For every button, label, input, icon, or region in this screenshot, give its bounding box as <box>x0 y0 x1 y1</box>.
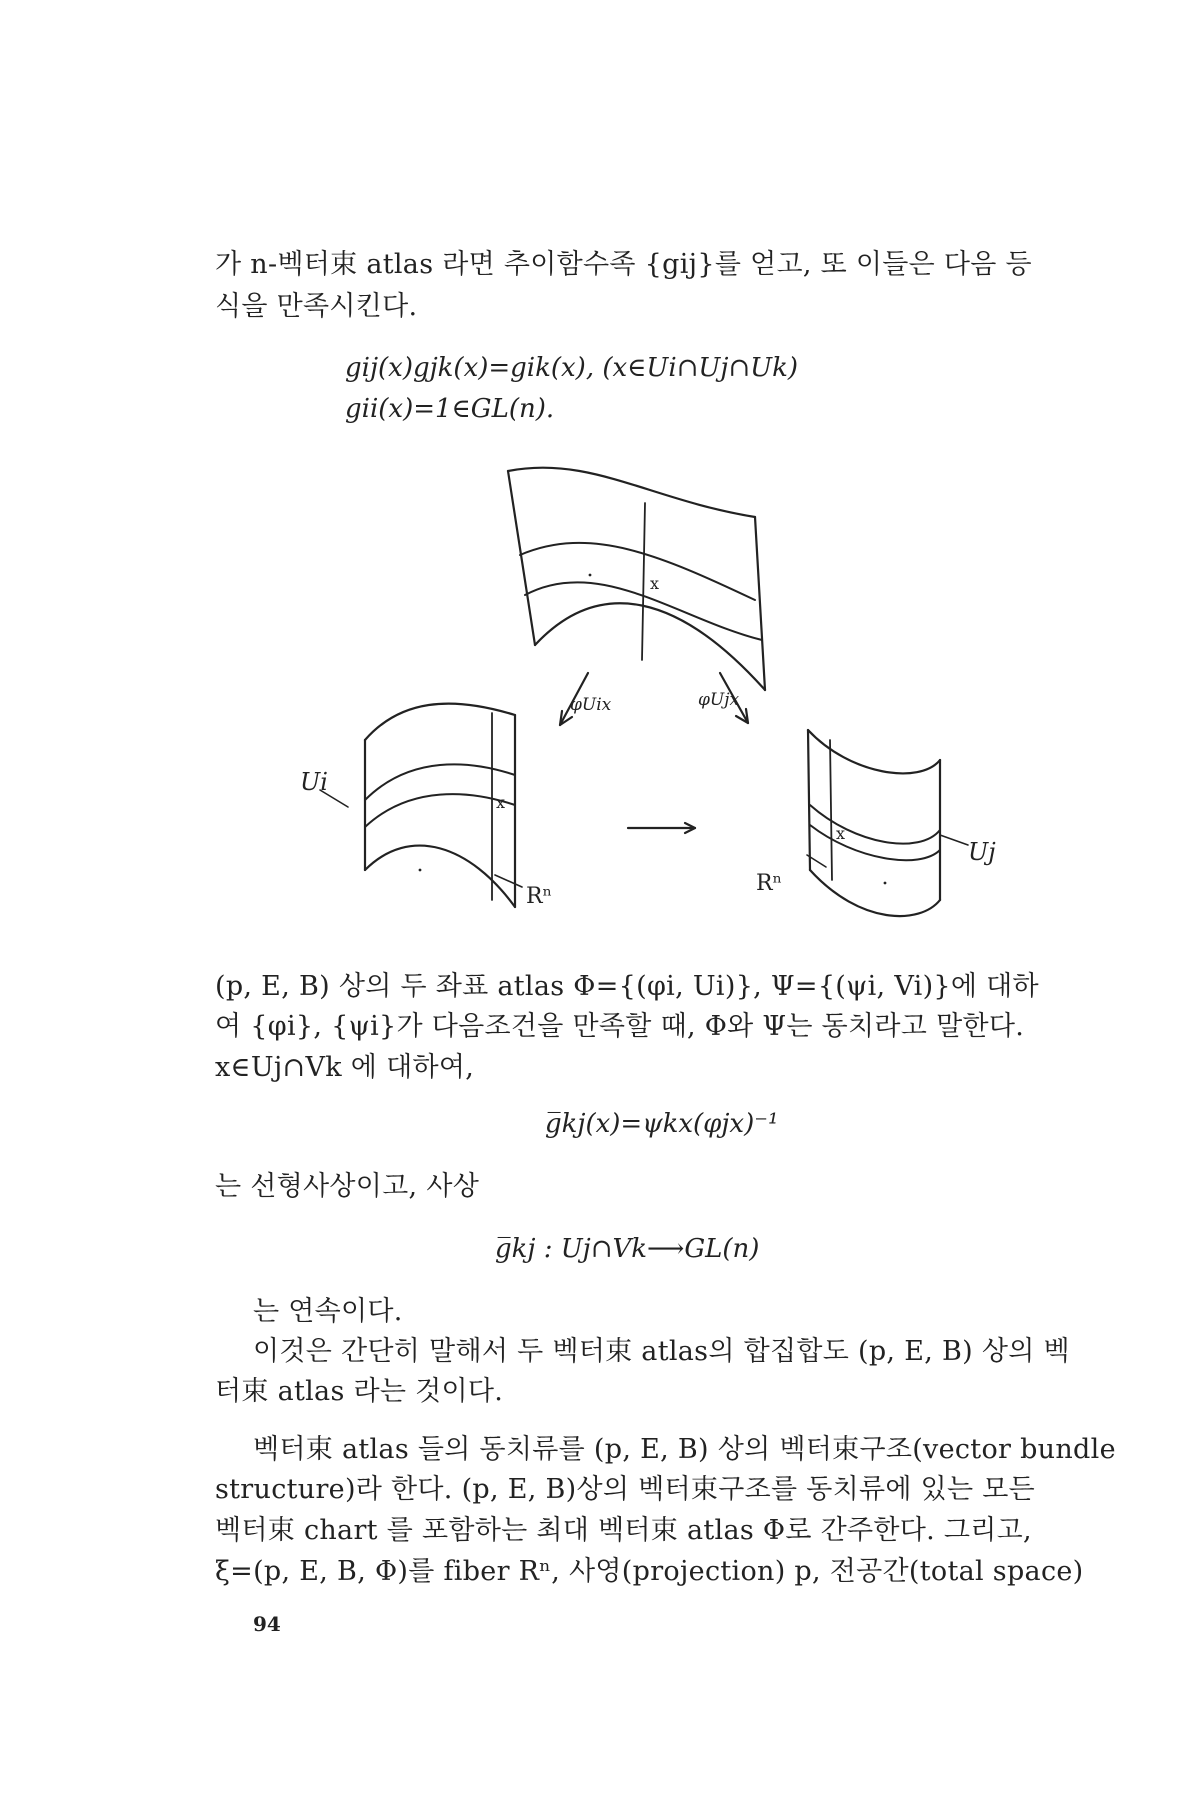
text-line: 벡터束 chart 를 포함하는 최대 벡터束 atlas Φ로 간주한다. 그리고, <box>215 1515 1032 1546</box>
text-line: 벡터束 atlas 들의 동치류를 (p, E, B) 상의 벡터束구조(vector bundle <box>253 1434 1116 1465</box>
text-line: x∈Uj∩Vk 에 대하여, <box>215 1052 475 1083</box>
left-fiber-label: Rⁿ <box>526 884 553 909</box>
text-line: (p, E, B) 상의 두 좌표 atlas Φ={(φi, Ui)}, Ψ={(ψi, Vi)}에 대하 <box>215 971 1039 1002</box>
equation-transition-map: g̅kj(x)=ψkx(φjx)⁻¹ <box>545 1109 779 1139</box>
left-set-label: Ui <box>300 768 328 796</box>
point-label: x <box>836 824 846 843</box>
right-surface-edge <box>808 730 940 773</box>
text-line: 이것은 간단히 말해서 두 벡터束 atlas의 합집합도 (p, E, B) 상의 벡 <box>253 1336 1070 1367</box>
equation-transition-cocycle: gij(x)gjk(x)=gik(x), (x∈Ui∩Uj∩Uk) <box>345 353 798 383</box>
text-line: 식을 만족시킨다. <box>215 291 418 322</box>
right-map-label: φUjx <box>698 690 740 710</box>
vector-bundle-figure <box>300 455 996 915</box>
text-line: structure)라 한다. (p, E, B)상의 벡터束구조를 동치류에 있는 모든 <box>215 1474 1036 1505</box>
surface-dot <box>884 882 887 885</box>
left-fiber-leader <box>495 875 522 887</box>
right-surface-fiber <box>830 740 832 880</box>
equation-identity: gii(x)=1∈GL(n). <box>345 394 555 424</box>
text-line: 는 연속이다. <box>253 1296 403 1327</box>
point-label: x <box>650 574 660 593</box>
surface-dot <box>419 869 422 872</box>
right-surface-edge <box>808 730 810 870</box>
top-surface-fiber <box>642 503 645 660</box>
equation-continuous-map: g̅kj : Uj∩Vk⟶GL(n) <box>495 1234 760 1264</box>
text-line: ξ=(p, E, B, Φ)를 fiber Rⁿ, 사영(projection) p, 전공간(total space) <box>215 1556 1084 1587</box>
top-surface-edge <box>508 471 535 645</box>
right-fiber-label: Rⁿ <box>756 871 783 896</box>
text-line: 여 {φi}, {ψi}가 다음조건을 만족할 때, Φ와 Ψ는 동치라고 말한다. <box>215 1011 1025 1042</box>
top-surface-edge <box>755 517 765 690</box>
top-surface-edge <box>508 468 755 517</box>
text-line: 가 n-벡터束 atlas 라면 추이함수족 {gij}를 얻고, 또 이들은 다음 등 <box>215 249 1032 280</box>
left-map-label: φUix <box>570 695 612 715</box>
right-surface-edge <box>810 870 940 916</box>
top-surface-edge <box>535 603 765 690</box>
text-line: 터束 atlas 라는 것이다. <box>215 1376 504 1407</box>
point-label: x <box>496 793 506 812</box>
right-set-label: Uj <box>968 838 996 866</box>
surface-dot <box>589 574 592 577</box>
text-line: 는 선형사상이고, 사상 <box>215 1171 480 1202</box>
page-number: 94 <box>253 1612 281 1636</box>
right-set-leader <box>940 835 968 845</box>
top-surface-curve <box>520 543 755 600</box>
